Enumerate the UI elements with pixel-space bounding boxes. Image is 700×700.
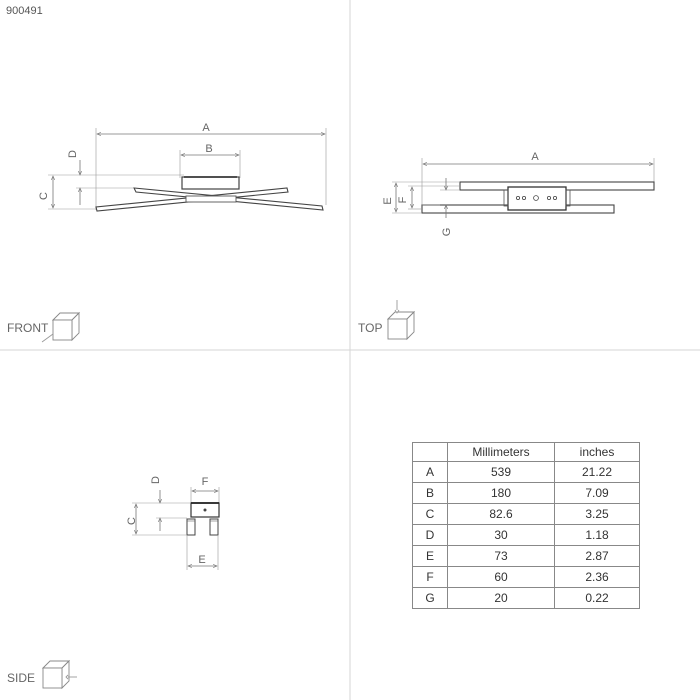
inches-cell: 2.36 bbox=[555, 567, 640, 588]
side-label-d: D bbox=[150, 476, 162, 484]
dimension-letter-cell: C bbox=[413, 504, 448, 525]
inches-cell: 21.22 bbox=[555, 462, 640, 483]
table-header-row bbox=[413, 443, 640, 462]
front-view bbox=[48, 128, 326, 211]
table-header-cell: inches bbox=[555, 443, 640, 462]
inches-cell: 1.18 bbox=[555, 525, 640, 546]
top-label-f: F bbox=[397, 196, 409, 204]
side-view-label: SIDE bbox=[7, 671, 36, 685]
top-view bbox=[392, 158, 654, 218]
dimension-letter-cell: B bbox=[413, 483, 448, 504]
front-label-b: B bbox=[205, 143, 213, 155]
table-row bbox=[413, 567, 640, 588]
table-row bbox=[413, 525, 640, 546]
inches-cell: 3.25 bbox=[555, 504, 640, 525]
dimension-letter-cell: F bbox=[413, 567, 448, 588]
dimension-letter-cell: E bbox=[413, 546, 448, 567]
millimeters-cell: 539 bbox=[448, 462, 555, 483]
side-cube-icon bbox=[43, 661, 77, 688]
inches-cell: 0.22 bbox=[555, 588, 640, 609]
inches-cell: 2.87 bbox=[555, 546, 640, 567]
top-label-e: E bbox=[382, 197, 394, 205]
front-view-label: FRONT bbox=[7, 321, 49, 335]
top-label-a: A bbox=[531, 151, 539, 163]
product-code: 900491 bbox=[6, 5, 43, 17]
front-label-c: C bbox=[38, 192, 50, 200]
front-label-a: A bbox=[202, 122, 210, 134]
table-row bbox=[413, 483, 640, 504]
millimeters-cell: 60 bbox=[448, 567, 555, 588]
top-view-label: TOP bbox=[358, 321, 383, 335]
table-row bbox=[413, 504, 640, 525]
millimeters-cell: 30 bbox=[448, 525, 555, 546]
dimension-letter-cell: A bbox=[413, 462, 448, 483]
side-label-f: F bbox=[201, 476, 209, 488]
table-header-cell: Millimeters bbox=[448, 443, 555, 462]
side-label-e: E bbox=[198, 554, 206, 566]
millimeters-cell: 73 bbox=[448, 546, 555, 567]
inches-cell: 7.09 bbox=[555, 483, 640, 504]
dimension-letter-cell: D bbox=[413, 525, 448, 546]
table-row bbox=[413, 588, 640, 609]
table-header-cell bbox=[413, 443, 448, 462]
dimensions-table bbox=[412, 442, 640, 609]
top-label-g: G bbox=[441, 227, 453, 237]
front-label-d: D bbox=[67, 150, 79, 158]
top-cube-icon bbox=[388, 300, 414, 339]
side-label-c: C bbox=[126, 517, 138, 525]
table-row bbox=[413, 462, 640, 483]
millimeters-cell: 180 bbox=[448, 483, 555, 504]
dimension-letter-cell: G bbox=[413, 588, 448, 609]
side-view bbox=[132, 487, 219, 570]
millimeters-cell: 82.6 bbox=[448, 504, 555, 525]
millimeters-cell: 20 bbox=[448, 588, 555, 609]
table-row bbox=[413, 546, 640, 567]
